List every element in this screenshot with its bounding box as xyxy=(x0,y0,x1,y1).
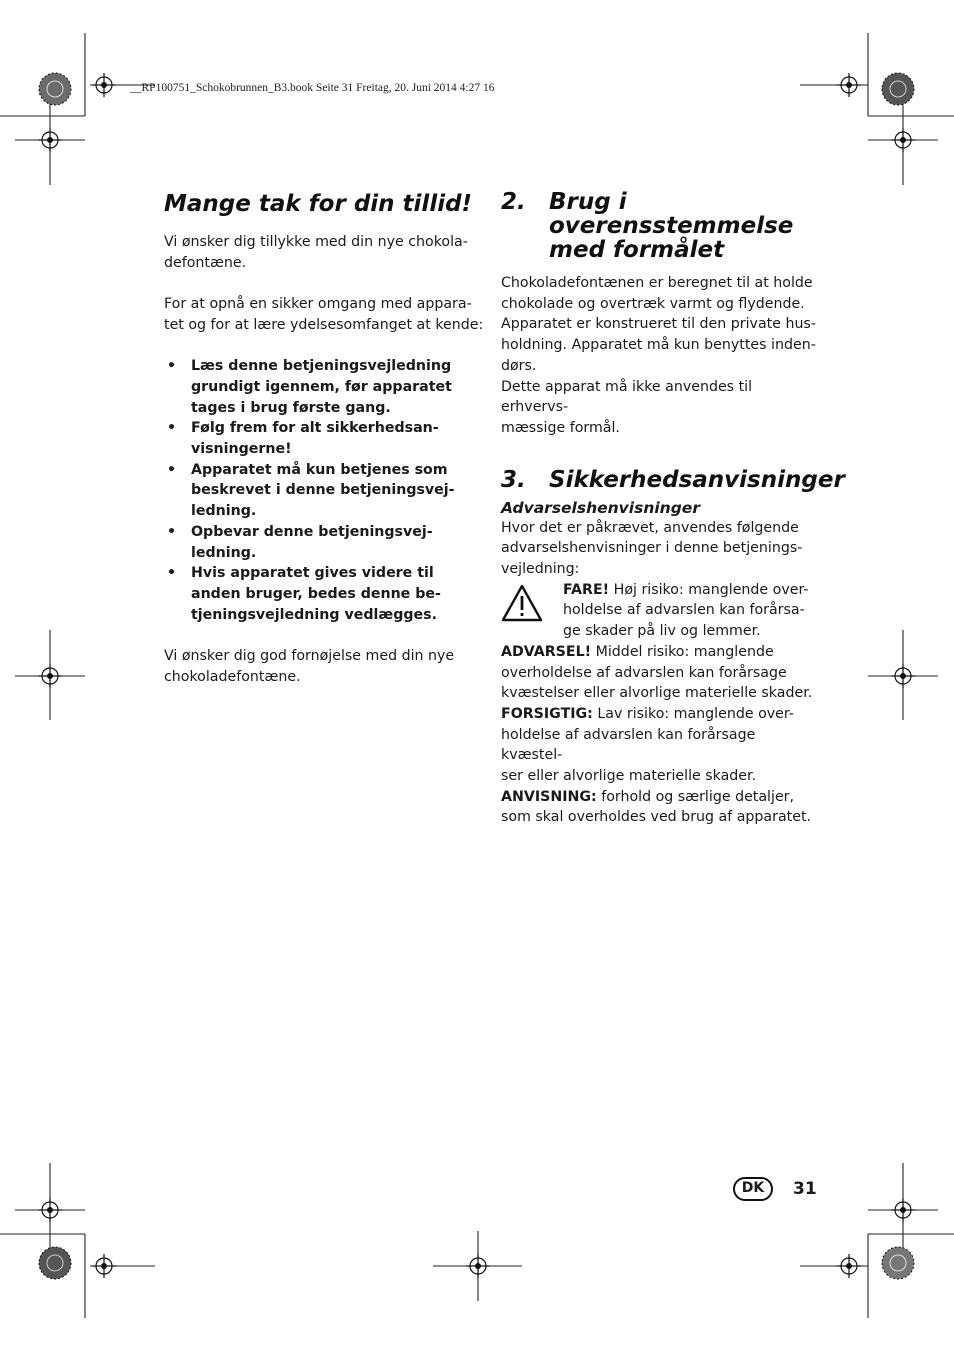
list-item: • Apparatet må kun betjenes som beskrevet i denne betjeningsvej- ledning. xyxy=(167,461,455,520)
page-footer xyxy=(733,1177,817,1201)
list-item: • Hvis apparatet gives videre til anden bruger, bedes denne be- tjeningsvejledning vedlægges. xyxy=(167,565,441,623)
page-number: 31 xyxy=(793,1179,817,1199)
list-item: • Følg frem for alt sikkerhedsan- visningerne! xyxy=(167,420,439,457)
forsigtig-warning: FORSIGTIG: Lav risiko: manglende over- holdelse af advarslen kan forårsage kvæstel- ser eller alvorlige materielle skader. xyxy=(501,705,794,785)
bullet-icon: • xyxy=(167,420,177,437)
forsigtig-label: FORSIGTIG: xyxy=(501,705,593,722)
section-2-heading: 2. Brug i overensstemmelse med formålet xyxy=(501,189,794,263)
fare-label: FARE! xyxy=(563,581,610,598)
bullet-icon: • xyxy=(167,461,177,478)
file-info-header: __RP100751_Schokobrunnen_B3.book Seite 31 Freitag, 20. Juni 2014 4:27 16 xyxy=(130,82,495,94)
closing-paragraph: Vi ønsker dig god fornøjelse med din nye chokoladefontæne. xyxy=(164,648,455,685)
section-2-body: Chokoladefontænen er beregnet til at holde chokolade og overtræk varmt og flydende. Apparatet er konstrueret til den private hus- holdning. Apparatet må kun benyttes inden- dørs. Dette apparat må ikke anvendes til erhvervs- mæssige formål. xyxy=(501,275,816,436)
section-number: 3. xyxy=(501,466,526,493)
right-column xyxy=(501,189,845,828)
instruction-list xyxy=(164,356,484,625)
page-title: Mange tak for din tillid! xyxy=(164,191,473,217)
bullet-icon: • xyxy=(167,565,177,582)
advarsel-label: ADVARSEL! xyxy=(501,643,592,660)
bullet-icon: • xyxy=(167,523,177,540)
anvisning-label: ANVISNING: xyxy=(501,788,597,805)
left-column xyxy=(164,190,484,687)
bullet-icon: • xyxy=(167,358,177,375)
advarsel-warning: ADVARSEL! Middel risiko: manglende overholdelse af advarslen kan forårsage kvæstelser eller alvorlige materielle skader. xyxy=(501,643,813,702)
warning-triangle-icon xyxy=(501,580,563,642)
anvisning-note: ANVISNING: forhold og særlige detaljer, som skal overholdes ved brug af apparatet. xyxy=(501,788,812,826)
section-3-heading: 3. Sikkerhedsanvisninger xyxy=(501,466,845,493)
intro-paragraph-1: Vi ønsker dig tillykke med din nye chokola- defontæne. xyxy=(164,234,468,271)
warnings-intro: Hvor det er påkrævet, anvendes følgende advarselshenvisninger i denne betjenings- vejledning: xyxy=(501,519,803,578)
warnings-subheading: Advarselshenvisninger xyxy=(501,498,700,517)
intro-paragraph-2: For at opnå en sikker omgang med appara- tet og for at lære ydelsesomfanget at kende: xyxy=(164,296,484,333)
country-badge: DK xyxy=(733,1177,773,1201)
section-number: 2. xyxy=(501,189,526,215)
list-item: • Læs denne betjeningsvejledning grundigt igennem, før apparatet tages i brug første gang. xyxy=(167,358,452,416)
list-item: • Opbevar denne betjeningsvej- ledning. xyxy=(167,523,433,561)
fare-warning: FARE! Høj risiko: manglende over- holdelse af advarslen kan forårsa- ge skader på liv og lemmer. xyxy=(501,580,821,642)
